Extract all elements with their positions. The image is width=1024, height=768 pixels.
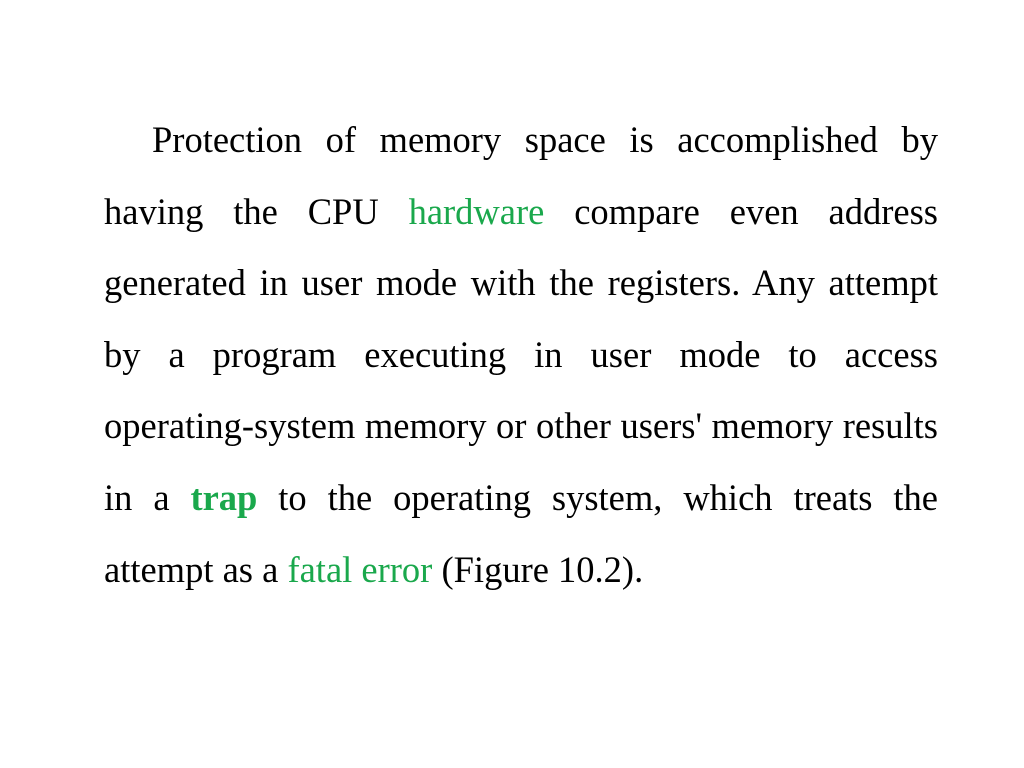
paragraph-text: compare even address generated in user mode with the registers. Any attempt by a program executing in user mode to access operating-system memory or other users' memory results in a bbox=[104, 190, 939, 518]
term-hardware: hardware bbox=[408, 190, 545, 232]
body-paragraph bbox=[104, 104, 938, 605]
term-trap: trap bbox=[190, 476, 258, 518]
paragraph-text: to the operating system, which treats the attempt as a bbox=[104, 476, 939, 590]
paragraph-text: Protection of memory space is accomplished by having the CPU bbox=[104, 119, 938, 232]
paragraph-text: (Figure 10.2). bbox=[432, 548, 644, 590]
term-fatal-error: fatal error bbox=[287, 548, 433, 590]
